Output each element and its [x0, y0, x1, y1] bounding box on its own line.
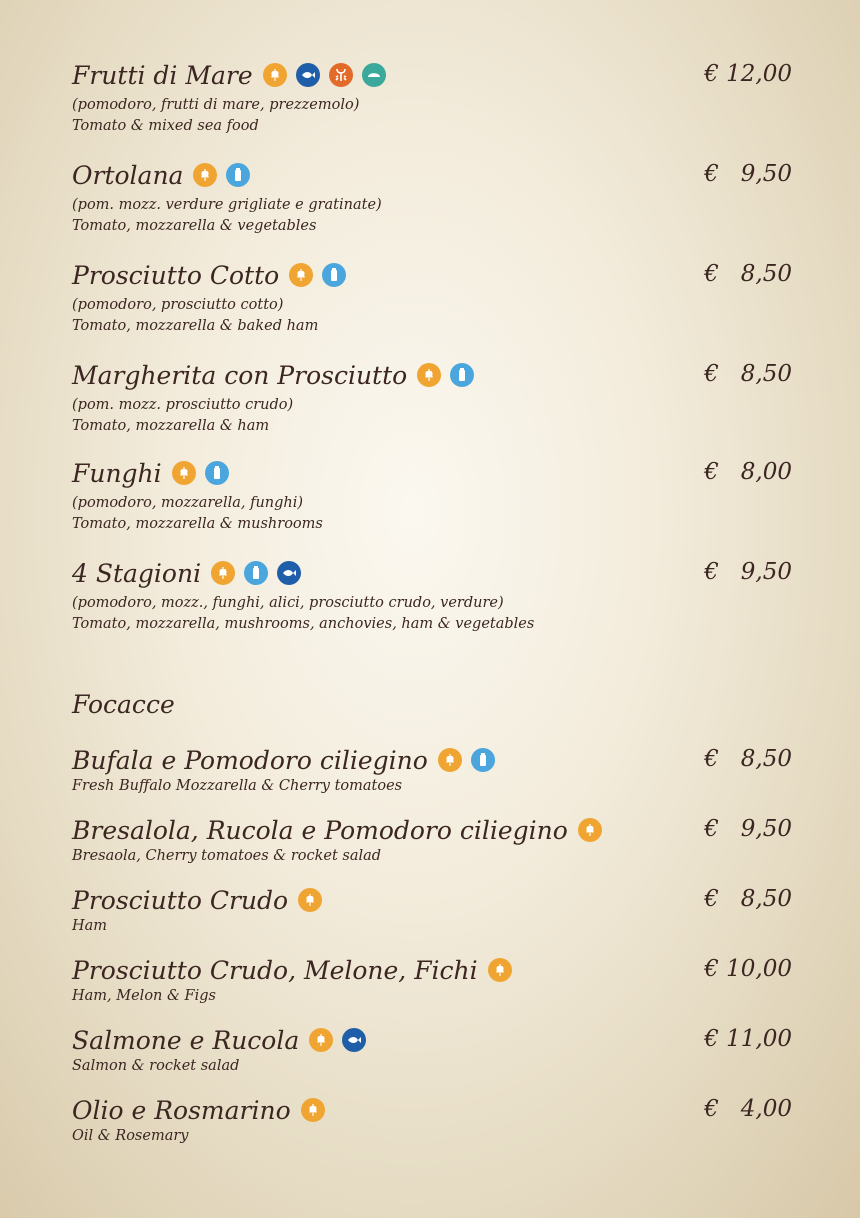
item-description-it: (pomodoro, prosciutto cotto) — [72, 297, 284, 313]
menu-item — [72, 258, 792, 340]
fish-icon — [277, 561, 301, 585]
item-price: € 4,00 — [704, 1096, 792, 1122]
menu-item — [72, 813, 792, 870]
item-description-en: Tomato, mozzarella & ham — [72, 418, 270, 434]
item-name: Bufala e Pomodoro ciliegino — [72, 745, 428, 775]
wheat-icon — [211, 561, 235, 585]
item-name: Prosciutto Crudo, Melone, Fichi — [72, 955, 478, 985]
menu-item — [72, 556, 792, 638]
item-price: € 9,50 — [704, 161, 792, 187]
item-name: Margherita con Prosciutto — [72, 360, 408, 390]
item-description-en: Tomato & mixed sea food — [72, 118, 259, 134]
item-name: Prosciutto Cotto — [72, 260, 280, 290]
item-description-it: (pomodoro, mozzarella, funghi) — [72, 495, 304, 511]
item-name: Bresalola, Rucola e Pomodoro ciliegino — [72, 815, 568, 845]
item-price: € 9,50 — [704, 816, 792, 842]
milk-icon — [226, 163, 250, 187]
item-price: € 11,00 — [704, 1026, 792, 1052]
item-description-en: Tomato, mozzarella & mushrooms — [72, 516, 323, 532]
menu-item — [72, 953, 792, 1010]
wheat-icon — [309, 1028, 333, 1052]
milk-icon — [205, 461, 229, 485]
item-name: Prosciutto Crudo — [72, 885, 289, 915]
menu-item — [72, 743, 792, 800]
item-name: Frutti di Mare — [72, 60, 253, 90]
item-description-it: (pomodoro, mozz., funghi, alici, prosciutto crudo, verdure) — [72, 595, 504, 611]
menu-item — [72, 456, 792, 538]
menu-item — [72, 1093, 792, 1150]
item-name: Olio e Rosmarino — [72, 1095, 291, 1125]
item-description-it: (pomodoro, frutti di mare, prezzemolo) — [72, 97, 360, 113]
item-price: € 8,50 — [704, 361, 792, 387]
wheat-icon — [263, 63, 287, 87]
wheat-icon — [289, 263, 313, 287]
milk-icon — [471, 748, 495, 772]
item-price: € 10,00 — [704, 956, 792, 982]
shellfish-icon — [329, 63, 353, 87]
wheat-icon — [301, 1098, 325, 1122]
wheat-icon — [438, 748, 462, 772]
wheat-icon — [172, 461, 196, 485]
menu-item — [72, 158, 792, 240]
item-name: Ortolana — [72, 160, 184, 190]
item-price: € 8,00 — [704, 459, 792, 485]
item-description-it: (pom. mozz. prosciutto crudo) — [72, 397, 294, 413]
item-name: Funghi — [72, 458, 162, 488]
fish-icon — [342, 1028, 366, 1052]
wheat-icon — [488, 958, 512, 982]
item-description-en: Ham — [72, 918, 108, 934]
item-price: € 8,50 — [704, 886, 792, 912]
wheat-icon — [298, 888, 322, 912]
item-description-en: Oil & Rosemary — [72, 1128, 189, 1144]
mollusc-icon — [362, 63, 386, 87]
fish-icon — [296, 63, 320, 87]
item-description-en: Bresaola, Cherry tomatoes & rocket salad — [72, 848, 382, 864]
wheat-icon — [193, 163, 217, 187]
item-description-en: Tomato, mozzarella & baked ham — [72, 318, 319, 334]
milk-icon — [450, 363, 474, 387]
menu-item — [72, 58, 792, 140]
section-title: Focacce — [72, 690, 175, 719]
item-price: € 8,50 — [704, 261, 792, 287]
item-price: € 9,50 — [704, 559, 792, 585]
item-name: Salmone e Rucola — [72, 1025, 300, 1055]
menu-item — [72, 883, 792, 940]
item-description-en: Ham, Melon & Figs — [72, 988, 216, 1004]
item-price: € 8,50 — [704, 746, 792, 772]
milk-icon — [244, 561, 268, 585]
item-price: € 12,00 — [704, 61, 792, 87]
item-description-en: Tomato, mozzarella & vegetables — [72, 218, 317, 234]
menu-item — [72, 358, 792, 440]
item-description-en: Tomato, mozzarella, mushrooms, anchovies, ham & vegetables — [72, 616, 535, 632]
wheat-icon — [417, 363, 441, 387]
milk-icon — [322, 263, 346, 287]
item-name: 4 Stagioni — [72, 558, 202, 588]
item-description-en: Fresh Buffalo Mozzarella & Cherry tomatoes — [72, 778, 403, 794]
item-description-en: Salmon & rocket salad — [72, 1058, 240, 1074]
menu-item — [72, 1023, 792, 1080]
item-description-it: (pom. mozz. verdure grigliate e gratinate) — [72, 197, 382, 213]
wheat-icon — [578, 818, 602, 842]
